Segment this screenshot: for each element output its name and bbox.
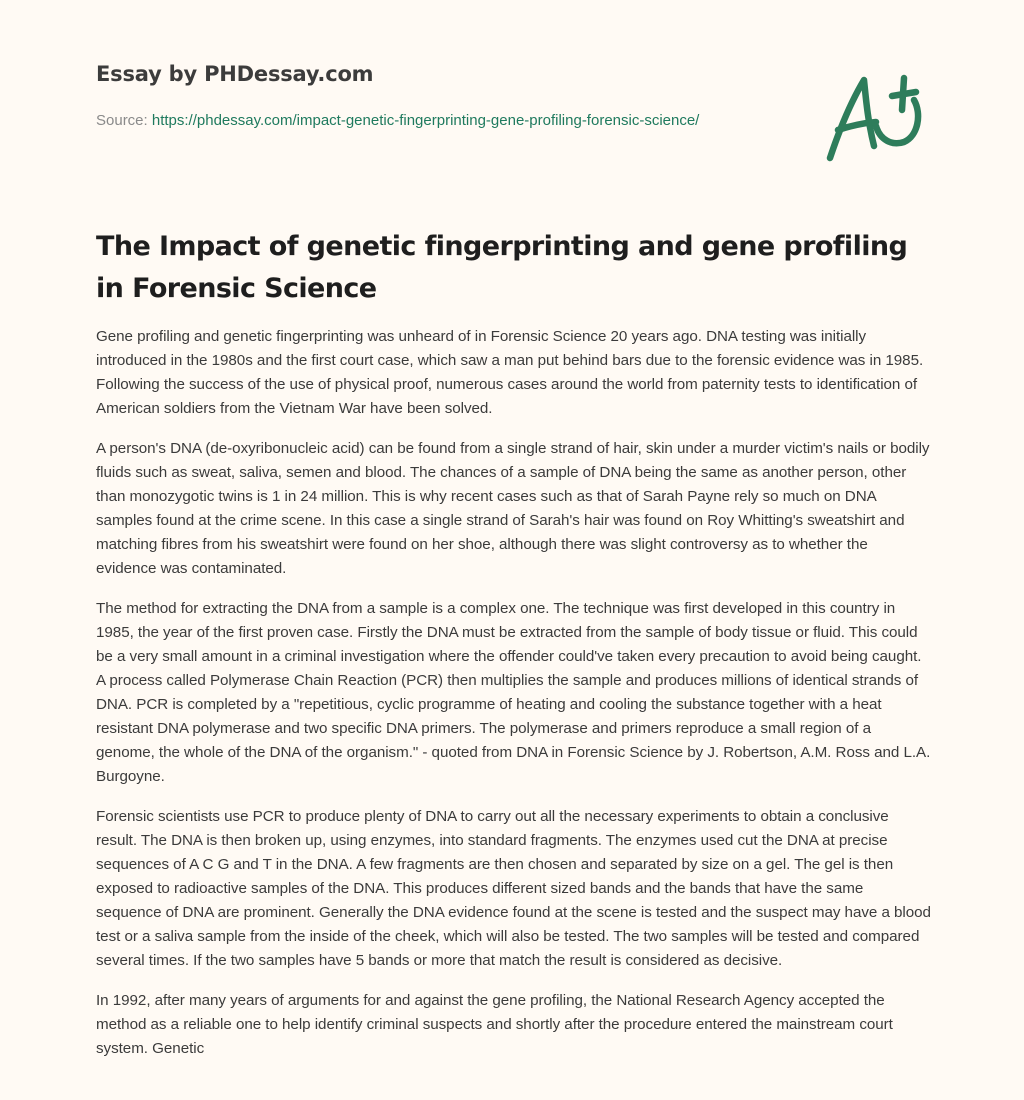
article-title: The Impact of genetic fingerprinting and gene profiling in Forensic Science: [96, 231, 908, 304]
paragraph: Gene profiling and genetic fingerprinting was unheard of in Forensic Science 20 years ago. DNA testing was initially introduced in the 1980s and the first court case, which saw a man put behind bars due to the forensic evidence was in 1985. Following the success of the use of physical proof, numerous cases around the world from paternity tests to identification of American soldiers from the Vietnam War have been solved.: [96, 328, 924, 417]
article-body: [96, 325, 932, 1077]
paragraph: The method for extracting the DNA from a sample is a complex one. The technique was first developed in this country in 1985, the year of the first proven case. Firstly the DNA must be extracted from the sample of body tissue or fluid. This could be a very small amount in a criminal investigation where the offender could've taken every precaution to avoid being caught. A process called Polymerase Chain Reaction (PCR) then multiplies the sample and produces millions of identical strands of DNA. PCR is completed by a "repetitious, cyclic programme of heating and cooling the substance together with a heat resistant DNA polymerase and two specific DNA primers. The polymerase and primers reproduce a small region of a genome, the whole of the DNA of the organism." - quoted from DNA in Forensic Science by J. Robertson, A.M. Ross and L.A. Burgoyne.: [96, 600, 931, 785]
source-link[interactable]: https://phdessay.com/impact-genetic-fingerprinting-gene-profiling-forensic-science/: [151, 112, 700, 129]
page-header: [96, 62, 756, 133]
a-plus-grade-icon: [818, 66, 930, 166]
site-title: Essay by PHDessay.com: [96, 62, 374, 86]
paragraph: In 1992, after many years of arguments for and against the gene profiling, the National Research Agency accepted the method as a reliable one to help identify criminal suspects and shortly after the procedure entered the mainstream court system. Genetic: [96, 992, 893, 1057]
source-line: [96, 109, 756, 133]
paragraph: A person's DNA (de-oxyribonucleic acid) can be found from a single strand of hair, skin under a murder victim's nails or bodily fluids such as sweat, saliva, semen and blood. The chances of a sample of DNA being the same as another person, other than monozygotic twins is 1 in 24 million. This is why recent cases such as that of Sarah Payne rely so much on DNA samples found at the crime scene. In this case a single strand of Sarah's hair was found on Roy Whitting's sweatshirt and matching fibres from his sweatshirt were found on her shoe, although there was slight controversy as to whether the evidence was contaminated.: [96, 440, 930, 577]
paragraph: Forensic scientists use PCR to produce plenty of DNA to carry out all the necessary experiments to obtain a conclusive result. The DNA is then broken up, using enzymes, into standard fragments. The enzymes used cut the DNA at precise sequences of A C G and T in the DNA. A few fragments are then chosen and separated by size on a gel. The gel is then exposed to radioactive samples of the DNA. This produces different sized bands and the bands that have the same sequence of DNA are prominent. Generally the DNA evidence found at the scene is tested and the suspect may have a blood test or a saliva sample from the inside of the cheek, which will also be tested. The two samples will be tested and compared several times. If the two samples have 5 bands or more that match the result is considered as decisive.: [96, 808, 931, 969]
source-label: Source:: [96, 112, 148, 129]
